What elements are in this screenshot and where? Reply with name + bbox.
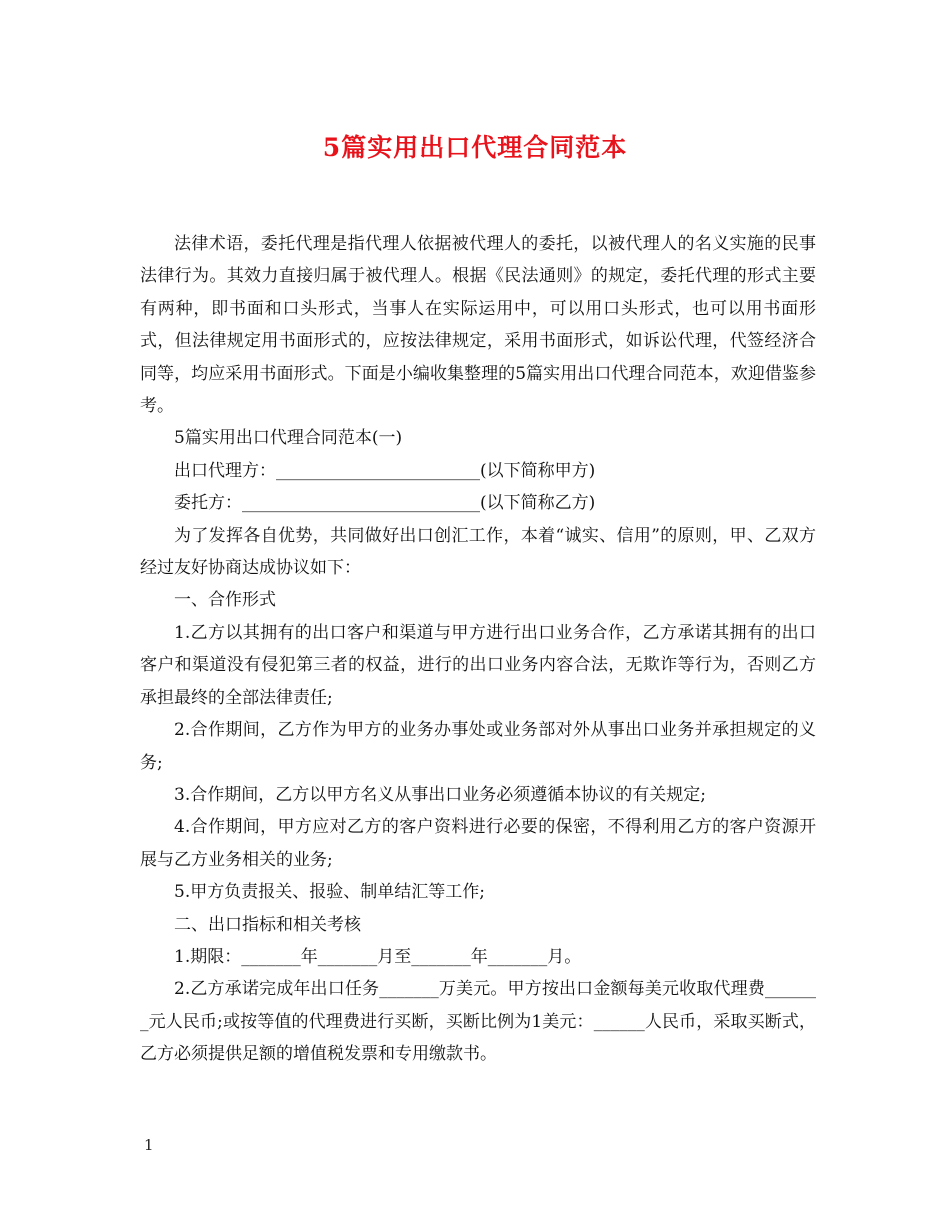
clause-1-4: 4.合作期间，甲方应对乙方的客户资料进行必要的保密，不得利用乙方的客户资源开展与乙方业务相关的业务;	[140, 817, 816, 870]
page-number: 1	[144, 1136, 154, 1154]
intro-paragraph: 法律术语，委托代理是指代理人依据被代理人的委托，以被代理人的名义实施的民事法律行为。其效力直接归属于被代理人。根据《民法通则》的规定，委托代理的形式主要有两种，即书面和口头形式，当事人在实际运用中，可以用口头形式，也可以用书面形式，但法律规定用书面形式的，应按法律规定，采用书面形式，如诉讼代理，代签经济合同等，均应采用书面形式。下面是小编收集整理的5篇实用出口代理合同范本，欢迎借鉴参考。	[140, 234, 816, 417]
clause-1-2: 2.合作期间，乙方作为甲方的业务办事处或业务部对外从事出口业务并承担规定的义务;	[140, 720, 816, 773]
document-title: 5篇实用出口代理合同范本	[322, 133, 628, 162]
clause-1-5: 5.甲方负责报关、报验、制单结汇等工作;	[174, 882, 485, 903]
agent-party-line: 出口代理方：________________________(以下简称甲方)	[174, 460, 596, 481]
section-heading-cooperation: 一、合作形式	[174, 590, 276, 611]
document-body	[140, 228, 816, 1071]
clause-1-3: 3.合作期间，乙方以甲方名义从事出口业务必须遵循本协议的有关规定;	[174, 784, 706, 805]
clause-1-1: 1.乙方以其拥有的出口客户和渠道与甲方进行出口业务合作，乙方承诺其拥有的出口客户和渠道没有侵犯第三者的权益，进行的出口业务内容合法，无欺诈等行为，否则乙方承担最终的全部法律责任;	[140, 622, 816, 708]
clause-2-2: 2.乙方承诺完成年出口任务_______万美元。甲方按出口金额每美元收取代理费_______元人民币;或按等值的代理费进行买断，买断比例为1美元：______人民币，采取买断式，乙方必须提供足额的增值税发票和专用缴款书。	[140, 979, 816, 1065]
clause-2-1: 1.期限：_______年_______月至_______年_______月。	[174, 946, 582, 967]
contract-heading: 5篇实用出口代理合同范本(一)	[174, 428, 403, 449]
preamble-paragraph: 为了发挥各自优势，共同做好出口创汇工作，本着“诚实、信用”的原则，甲、乙双方经过友好协商达成协议如下：	[140, 525, 816, 579]
section-heading-targets: 二、出口指标和相关考核	[174, 914, 361, 935]
principal-party-line: 委托方：____________________________(以下简称乙方)	[174, 493, 596, 514]
